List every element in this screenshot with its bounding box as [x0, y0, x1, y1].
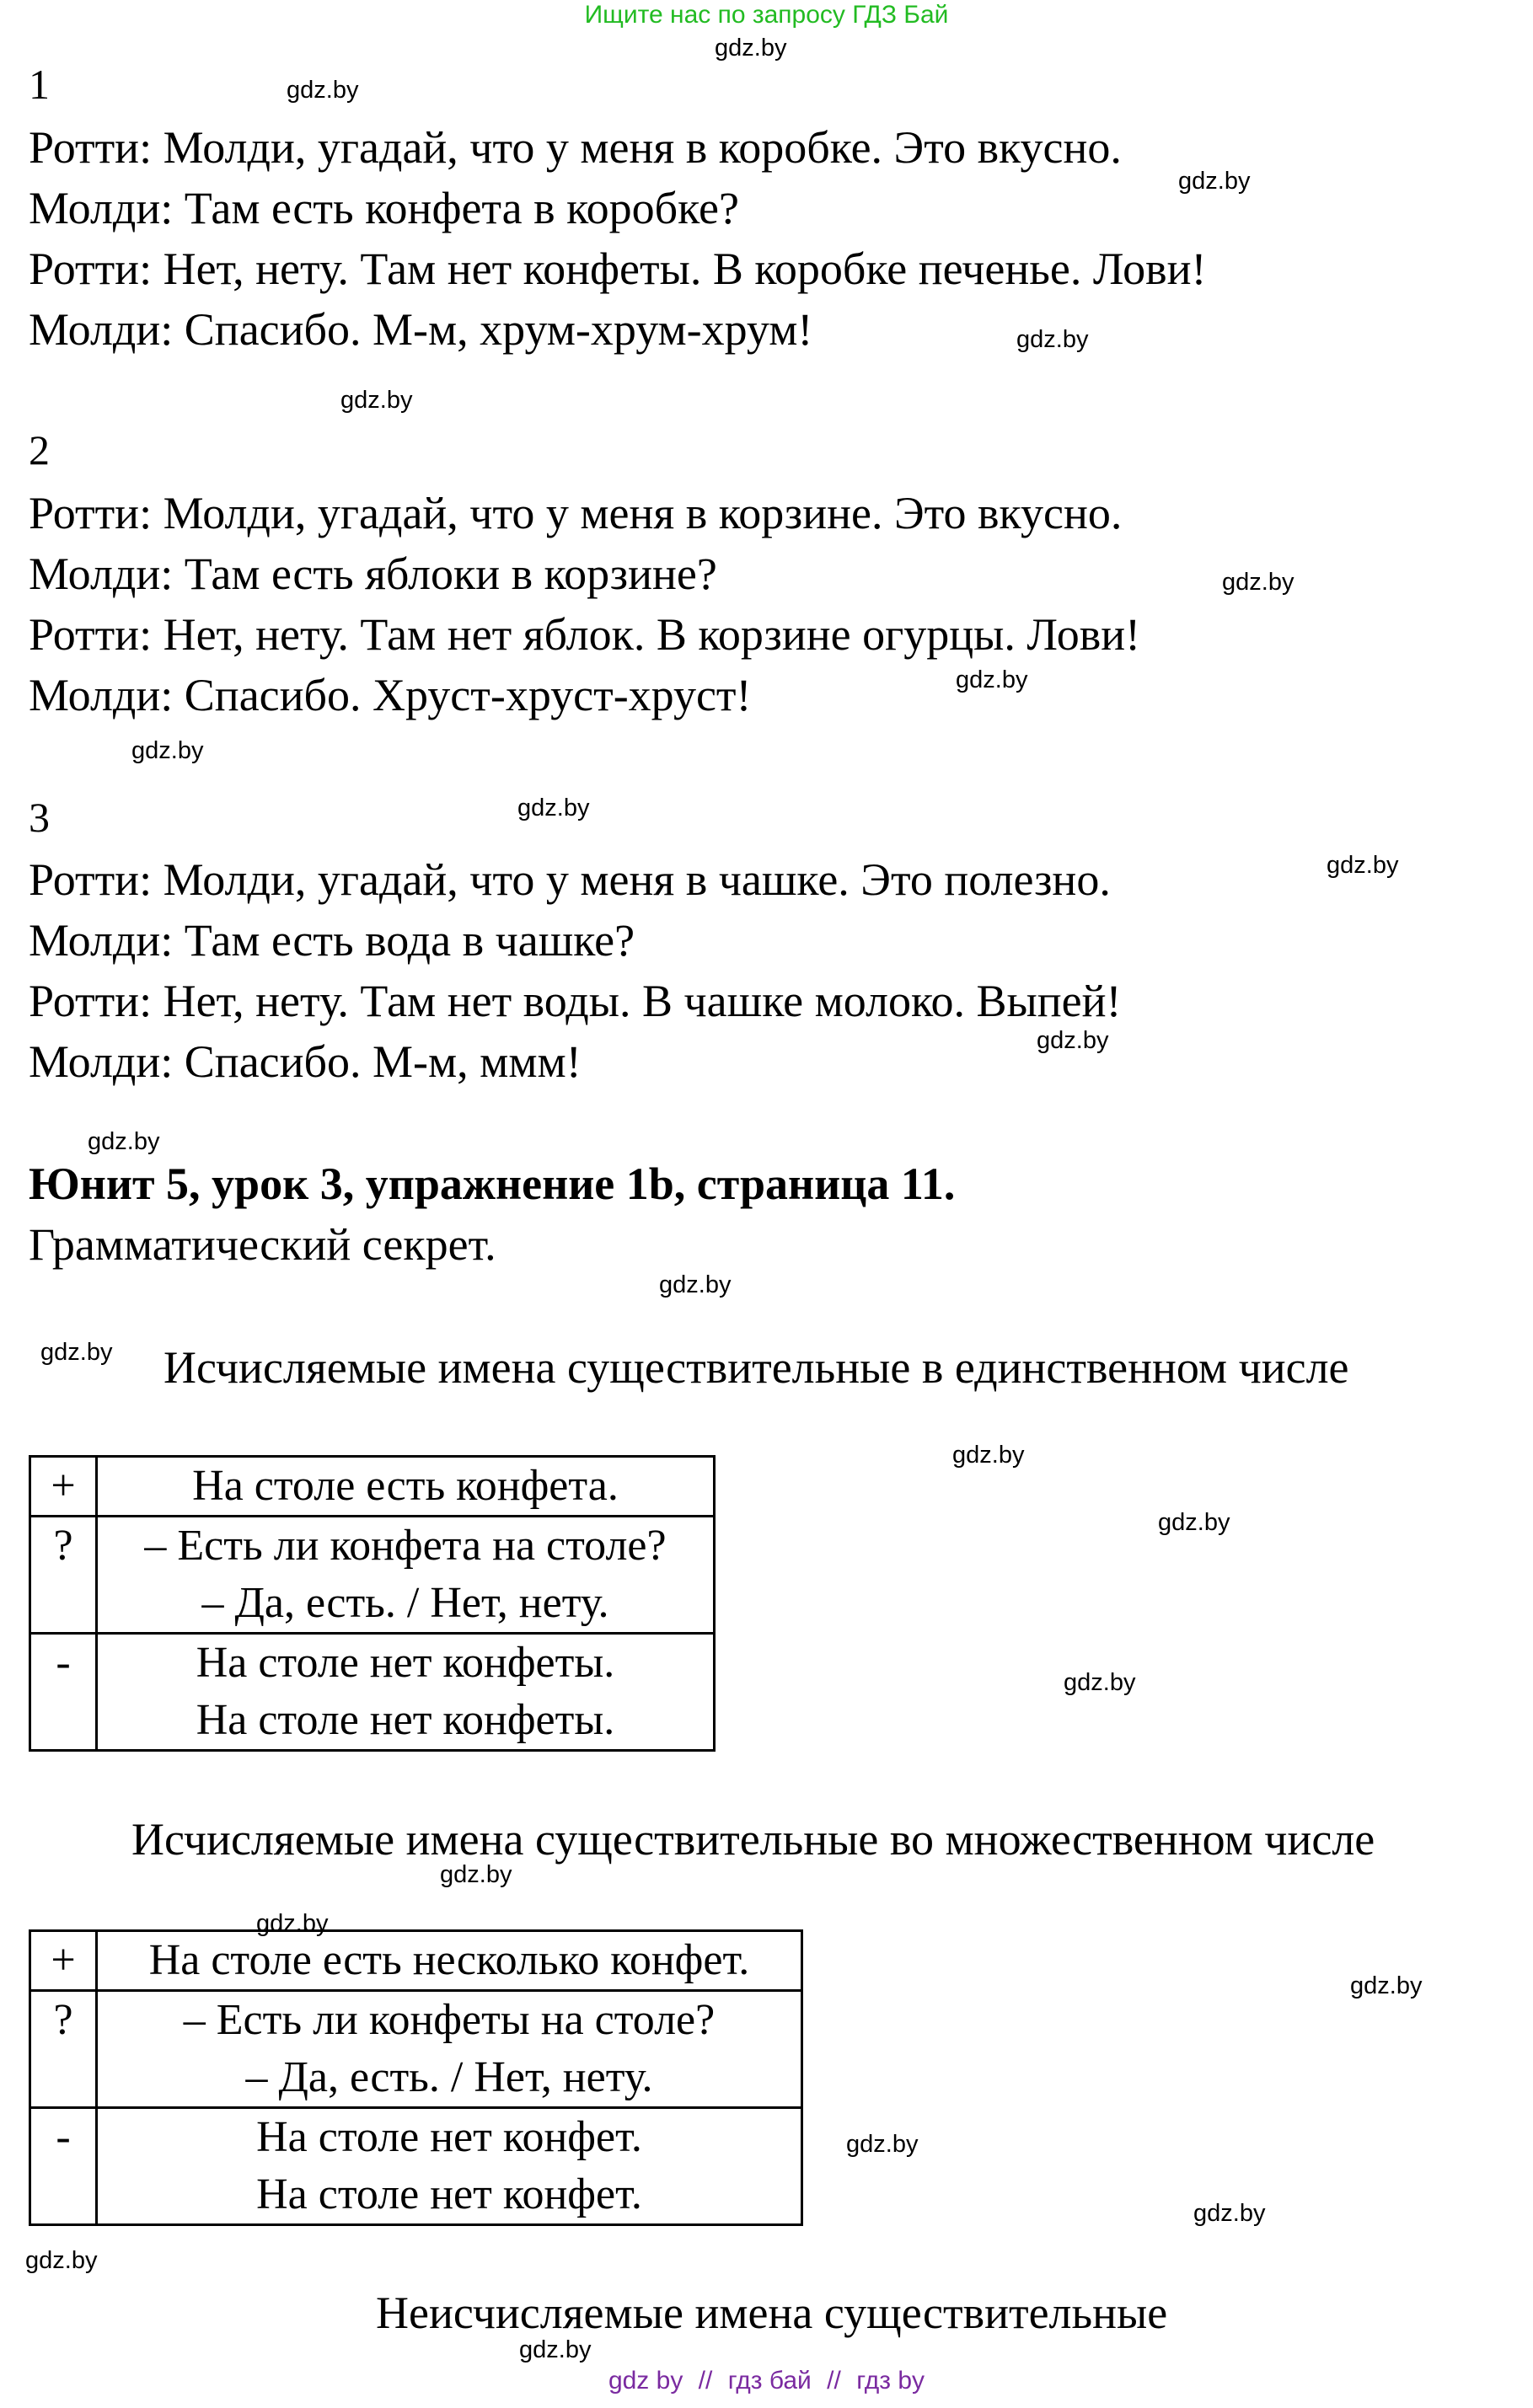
watermark: gdz.by — [1350, 1972, 1423, 1999]
watermark: gdz.by — [1037, 1027, 1109, 1054]
watermark: gdz.by — [440, 1861, 512, 1888]
dialogue-1-line-2: Молди: Там есть конфета в коробке? — [29, 183, 739, 233]
footer-link-gdz-by[interactable]: gdz by — [608, 2367, 683, 2395]
dialogue-1-line-3: Ротти: Нет, нету. Там нет конфеты. В коробке печенье. Лови! — [29, 243, 1207, 294]
watermark: gdz.by — [40, 1339, 113, 1366]
watermark: gdz.by — [659, 1271, 732, 1298]
table-row — [30, 2108, 802, 2225]
footer-links — [0, 2366, 1533, 2396]
watermark: gdz.by — [956, 666, 1028, 693]
table-row — [30, 1931, 802, 1991]
dialogue-1-line-1: Ротти: Молди, угадай, что у меня в коробке. Это вкусно. — [29, 122, 1122, 173]
plus-symbol: + — [30, 1931, 97, 1991]
watermark: gdz.by — [340, 387, 413, 414]
table-row — [30, 1457, 715, 1517]
table-cell: На столе есть несколько конфет. — [97, 1931, 802, 1991]
table-cell: – Есть ли конфеты на столе? – Да, есть. / Нет, нету. — [97, 1991, 802, 2108]
watermark: gdz.by — [256, 1910, 329, 1937]
section-3-title: Неисчисляемые имена существительные — [376, 2288, 1168, 2338]
dialogue-2-line-4: Молди: Спасибо. Хруст-хруст-хруст! — [29, 670, 752, 720]
watermark: gdz.by — [1064, 1669, 1136, 1696]
watermark: gdz.by — [1327, 852, 1399, 879]
dialogue-2-line-2: Молди: Там есть яблоки в корзине? — [29, 548, 717, 599]
dialogue-3-line-2: Молди: Там есть вода в чашке? — [29, 915, 635, 966]
section-1-title: Исчисляемые имена существительные в единственном числе — [163, 1342, 1349, 1393]
table-row — [30, 1517, 715, 1634]
dialogue-3-line-3: Ротти: Нет, нету. Там нет воды. В чашке молоко. Выпей! — [29, 976, 1122, 1026]
watermark: gdz.by — [519, 2336, 592, 2363]
table-cell: На столе есть конфета. — [97, 1457, 715, 1517]
dialogue-2-line-3: Ротти: Нет, нету. Там нет яблок. В корзине огурцы. Лови! — [29, 609, 1141, 660]
section-2-title: Исчисляемые имена существительные во множественном числе — [131, 1814, 1375, 1865]
watermark: gdz.by — [846, 2131, 919, 2158]
minus-symbol: - — [30, 2108, 97, 2225]
dialogue-3-line-4: Молди: Спасибо. М-м, ммм! — [29, 1036, 582, 1087]
watermark: gdz.by — [952, 1442, 1025, 1469]
watermark: gdz.by — [1016, 326, 1089, 353]
watermark: gdz.by — [287, 77, 359, 104]
dialogue-3-number: 3 — [29, 794, 50, 841]
plus-symbol: + — [30, 1457, 97, 1517]
watermark: gdz.by — [88, 1128, 160, 1155]
watermark: gdz.by — [517, 795, 590, 821]
table-row — [30, 1991, 802, 2108]
footer-separator: // — [698, 2367, 713, 2395]
table-cell: На столе нет конфеты. На столе нет конфеты. — [97, 1634, 715, 1751]
table-row — [30, 1634, 715, 1751]
watermark: gdz.by — [1158, 1509, 1230, 1536]
dialogue-2-line-1: Ротти: Молди, угадай, что у меня в корзине. Это вкусно. — [29, 488, 1123, 538]
watermark: gdz.by — [1193, 2200, 1266, 2227]
dialogue-1-number: 1 — [29, 61, 50, 108]
question-symbol: ? — [30, 1517, 97, 1634]
footer-link-gdz-by-cyr[interactable]: гдз by — [856, 2367, 925, 2395]
question-symbol: ? — [30, 1991, 97, 2108]
dialogue-1-line-4: Молди: Спасибо. М-м, хрум-хрум-хрум! — [29, 304, 813, 355]
plural-table — [29, 1929, 803, 2226]
minus-symbol: - — [30, 1634, 97, 1751]
grammar-secret-subheading: Грамматический секрет. — [29, 1219, 496, 1270]
table-cell: На столе нет конфет. На столе нет конфет. — [97, 2108, 802, 2225]
singular-table — [29, 1455, 716, 1752]
top-banner-link[interactable]: Ищите нас по запросу ГДЗ Бай — [584, 1, 949, 29]
table-cell: – Есть ли конфета на столе? – Да, есть. / Нет, нету. — [97, 1517, 715, 1634]
watermark: gdz.by — [131, 737, 204, 764]
dialogue-2-number: 2 — [29, 426, 50, 474]
dialogue-3-line-1: Ротти: Молди, угадай, что у меня в чашке. Это полезно. — [29, 854, 1111, 905]
watermark: gdz.by — [25, 2247, 98, 2274]
watermark: gdz.by — [1222, 569, 1294, 596]
lesson-heading: Юнит 5, урок 3, упражнение 1b, страница 11. — [29, 1159, 956, 1209]
watermark: gdz.by — [1178, 168, 1251, 195]
footer-separator: // — [827, 2367, 841, 2395]
footer-link-gdz-bai[interactable]: гдз бай — [727, 2367, 812, 2395]
watermark: gdz.by — [715, 35, 787, 62]
